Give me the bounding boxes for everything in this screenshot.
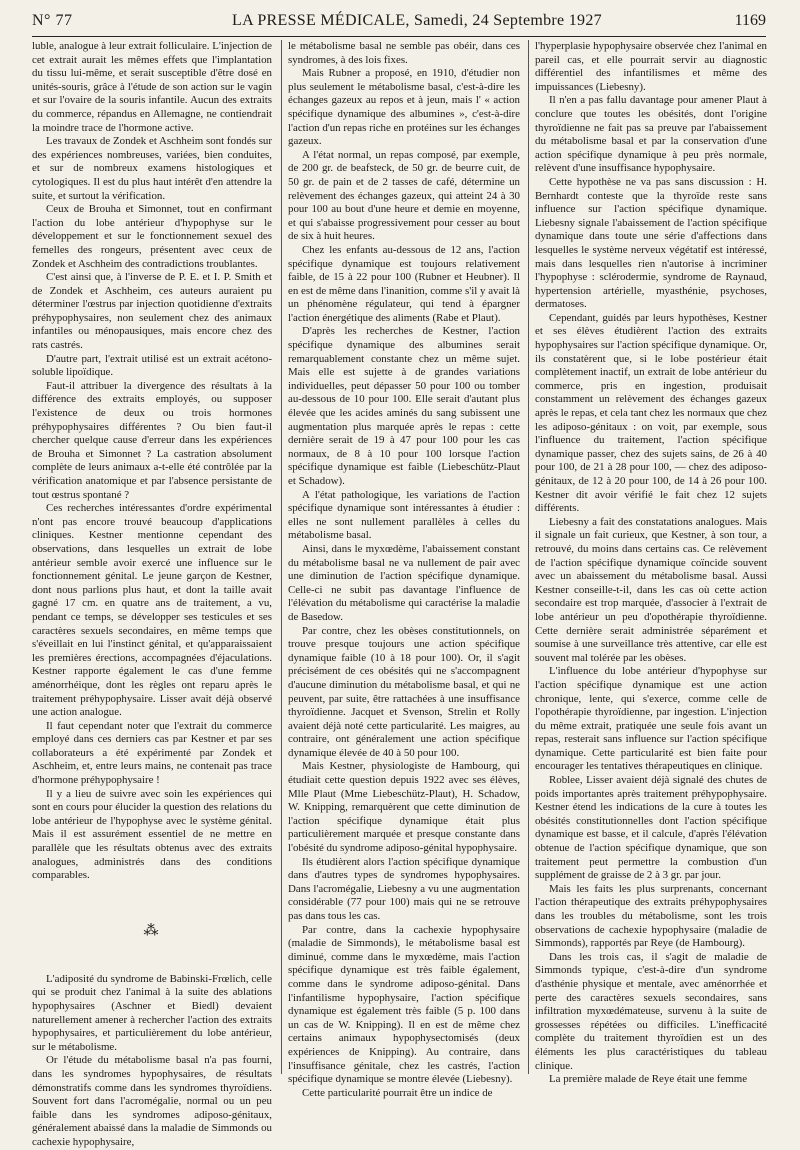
column-divider xyxy=(281,40,282,1074)
paragraph: Chez les enfants au-dessous de 12 ans, l'action spécifique dynamique est toujours relativement faible, de 15 à 22 pour 100 (Rubner et Heubner). Il en est de même dans l'inanition, comme s'il y avait là un phénomène régulateur, qui tend à épargner l'action énergétique des aliments (Rabe et Plaut). xyxy=(288,243,520,324)
section-ornament: ⁂ xyxy=(143,922,161,939)
paragraph: Faut-il attribuer la divergence des résultats à la différence des extraits employés, ou supposer l'existence de deux ou trois hormones préhypophysaires différentes ? Ou bien faut-il chercher quelque cause d'erreur dans les expériences de Brouha et Simonnet ? La castration absolument complète de leurs animaux a-t-elle été contrôlée par la vérification anatomique et par l'absence persistante de tout œstrus spontané ? xyxy=(32,379,272,501)
paragraph: Cette hypothèse ne va pas sans discussion : H. Bernhardt conteste que la thyroïde reste sans influence sur l'action spécifique dynamique. Liebesny signale l'abaissement de l'action spécifique dynamique dans toute une série d'affections dans lesquelles le système nerveux végétatif est intéressé, mais dans lesquelles rien n'autorise à incriminer l'hypophyse : sclérodermie, syndrome de Raynaud, hypertension artérielle, myasthénie, psychoses, dermatoses. xyxy=(535,175,767,311)
issue-number: N° 77 xyxy=(32,12,73,29)
paragraph: Cette particularité pourrait être un indice de xyxy=(302,1086,493,1099)
page-number: 1169 xyxy=(734,12,766,29)
paragraph: Il y a lieu de suivre avec soin les expériences qui sont en cours pour élucider la question des relations du lobe antérieur de l'hypophyse avec le système génital. Mais il est assurément essentiel de ne mettre en parallèle que les résultats obtenus avec des extraits analogues, administrés dans des conditions comparables. xyxy=(32,787,272,882)
paragraph: Il n'en a pas fallu davantage pour amener Plaut à conclure que toutes les obésités, dont l'origine thyroïdienne ne fait pas sa preuve par l'abaissement du métabolisme basal et par la conservation d'une action spécifique dynamique à peu près normale, relèvent d'une insuffisance hypophysaire. xyxy=(535,94,767,175)
paragraph: Ces recherches intéressantes d'ordre expérimental n'ont pas encore trouvé beaucoup d'applications cliniques. Kestner mentionne cependant des observations, dans lesquelles un extrait de lobe antérieur semble avoir exercé une influence sur le fonctionnement génital. Le jeune garçon de Kestner, dont nous parlions plus haut, et dont la taille avait gagné 17 cm. en quatre ans de traitement, a vu, pendant ce temps, se développer ses testicules et ses caractères sexuels secondaires, en même temps que s'éveillait en lui l'instinct génital, et qu'apparaissaient les premières érections, accompagnées d'éjaculations. Kestner rapporte également le cas d'une femme aménorrhéique, dont les règles ont reparu après le traitement préhypophysaire. Lisser avait déjà observé une action analogue. xyxy=(32,502,272,719)
column-divider xyxy=(528,40,529,1074)
paragraph: Mais Rubner a proposé, en 1910, d'étudier non plus seulement le métabolisme basal, c'est-à-dire les échanges gazeux au repos et à jeun, mais l' « action spécifique dynamique des albumines », c'est-à-dire l'action d'un repas riche en protéines sur les échanges gazeux. xyxy=(288,67,520,148)
paragraph: D'autre part, l'extrait utilisé est un extrait acétono-soluble lipoïdique. xyxy=(32,352,272,379)
column-3 xyxy=(535,40,767,1086)
paragraph: C'est ainsi que, à l'inverse de P. E. et I. P. Smith et de Zondek et Aschheim, ces auteurs auraient pu déterminer l'œstrus par injection quotidienne d'extraits préhypophysaires, non seulement chez des animaux infantiles ou ménopausiques, mais encore chez des rats castrés. xyxy=(32,271,272,352)
paragraph: Par contre, chez les obèses constitutionnels, on trouve presque toujours une action spécifique dynamique faible (10 à 18 pour 100). Or, il s'agit précisément de ces obésités qui ne s'accompagnent d'aucune diminution du métabolisme basal, et qui ne peuvent, par suite, être rattachées à une insuffisance thyroïdienne. Jacquet et Svenson, Strelin et Rolly avaient déjà noté cette particularité. Les maigres, au contraire, ont généralement une action spécifique dynamique élevée de 40 à 50 pour 100. xyxy=(288,624,520,759)
paragraph: Liebesny a fait des constatations analogues. Mais il signale un fait curieux, que Kestner, à son tour, a retrouvé, du moins dans certains cas. Ce relèvement de l'action spécifique dynamique coïncide souvent avec un abaissement du métabolisme basal. Aussi Kestner conseille-t-il, dans les cas où cette action secondaire est trop marquée, d'associer à l'extrait de lobe antérieur un peu d'opothérapie thyroïdienne. Cette dernière serait administrée séparément et soumise à une surveillance très attentive, car elle est souvent mal tolérée par les obèses. xyxy=(535,515,767,664)
paragraph: Roblee, Lisser avaient déjà signalé des chutes de poids importantes après traitement préhypophysaire. Kestner étend les indications de la cure à toutes les obésités constitutionnelles dont l'action spécifique dynamique est basse, et il calcule, d'après l'élévation obtenue de l'action spécifique dynamique, que son traitement peut permettre la combustion d'un supplément de graisse de 2 à 3 gr. par jour. xyxy=(535,774,767,882)
paragraph: Il faut cependant noter que l'extrait du commerce employé dans ces derniers cas par Kestner et par ses collaborateurs a été expérimenté par Zondek et Aschheim, et, entre leurs mains, ne contenait pas trace d'hormone préhypophysaire ! xyxy=(32,719,272,787)
column-1 xyxy=(32,40,272,1148)
paragraph: A l'état pathologique, les variations de l'action spécifique dynamique sont intéressantes à étudier : elles ne sont nullement parallèles à celles du métabolisme basal. xyxy=(288,488,520,542)
header-rule xyxy=(32,36,766,37)
column-2 xyxy=(288,40,520,1099)
paragraph: luble, analogue à leur extrait folliculaire. L'injection de cet extrait aurait les mêmes effets que l'implantation du tissu lui-même, et serait susceptible d'être dosé en unités-souris, grâce à l'étude de son action sur le vagin et sur l'ovaire de la souris infantile. Aucun des extraits du commerce, répandus en Allemagne, ne contiendrait la moindre trace de l'hormone active. xyxy=(32,40,272,134)
paragraph: Mais Kestner, physiologiste de Hambourg, qui étudiait cette question depuis 1922 avec ses élèves, Mlle Plaut (Mme Liebeschütz-Plaut), H. Schadow, W. Knipping, remarquèrent que cette diminution de l'action spécifique dynamique était plus particulièrement marquée et presque constante dans l'obésité du syndrome adiposo-génital hypophysaire. xyxy=(288,760,520,855)
paragraph: l'hyperplasie hypophysaire observée chez l'animal en pareil cas, et elle pourrait servir au diagnostic différentiel des infantilismes et même des impuissances (Liebesny). xyxy=(535,40,767,93)
paragraph: Ainsi, dans le myxœdème, l'abaissement constant du métabolisme basal ne va nullement de pair avec une diminution de l'action spécifique dynamique. Celle-ci ne subit pas davantage l'influence de l'élévation du métabolisme qui caractérise la maladie de Basedow. xyxy=(288,542,520,623)
paragraph: Les travaux de Zondek et Aschheim sont fondés sur des expériences nombreuses, variées, bien conduites, et sur de nombreux examens histologiques et cytologiques. Il est du plus haut intérêt d'en attendre la suite, et surtout la vérification. xyxy=(32,135,272,202)
paragraph: L'influence du lobe antérieur d'hypophyse sur l'action spécifique dynamique est une action chronique, lente, qui s'exerce, comme celle de l'opothérapie thyroïdienne, par ingestion. L'injection du même extrait, pratiquée une seule fois avant un repas, resterait sans influence sur l'action spécifique dynamique. Cette particularité est bien faite pour encourager les tentatives thérapeutiques en clinique. xyxy=(535,665,767,773)
paragraph: La première malade de Reye était une femme xyxy=(549,1073,748,1086)
paragraph: Mais les faits les plus surprenants, concernant l'action thérapeutique des extraits préhypophysaires dans les troubles du métabolisme, sont les trois observations de cachexie hypophysaire (maladie de Simmonds), rapportés par Reye (de Hambourg). xyxy=(535,882,767,950)
paragraph: Ceux de Brouha et Simonnet, tout en confirmant l'action du lobe antérieur d'hypophyse sur le développement et sur le fonctionnement sexuel des femelles des rongeurs, présentent avec ceux de Zondek et Aschheim des contradictions troublantes. xyxy=(32,203,272,270)
paragraph: Dans les trois cas, il s'agit de maladie de Simmonds typique, c'est-à-dire d'un syndrome d'asthénie physique et mentale, avec aménorrhée et perte des caractères sexuels secondaires, sans infiltration myxœdémateuse, survenu à la suite de grossesses répétées ou difficiles. L'inefficacité complète du traitement thyroïdien est un des éléments les plus caractéristiques du tableau clinique. xyxy=(535,950,767,1072)
paragraph: L'adiposité du syndrome de Babinski-Frœlich, celle qui se produit chez l'animal à la suite des ablations hypophysaires (Aschner et Biedl) devaient naturellement amener à rechercher l'action des extraits hypophysaires, et particulièrement du lobe antérieur, sur le métabolisme. xyxy=(32,972,272,1053)
page-header xyxy=(32,12,766,38)
paragraph: le métabolisme basal ne semble pas obéir, dans ces syndromes, à des lois fixes. xyxy=(288,40,520,66)
paragraph: Ils étudièrent alors l'action spécifique dynamique dans d'autres types de syndromes hypophysaires. Dans l'acromégalie, Liebesny a vu une augmentation considérable (77 pour 100) mais qui ne se retrouve pas dans tous les cas. xyxy=(288,855,520,922)
paragraph: D'après les recherches de Kestner, l'action spécifique dynamique des albumines serait remarquablement constante chez un même sujet. Mais elle est sujette à de grandes variations individuelles, peut dépasser 50 pour 100 ou tomber au-dessous de 10 pour 100. Elle serait d'autant plus élevée que les acides aminés du sang subissent une augmentation plus marquée après le repas : cette dernière serait de 19 à 47 pour 100 pour les cas normaux, de 8 à 10 pour 100 lorsque l'action spécifique dynamique est faible (Liebeschütz-Plaut et Schadow). xyxy=(288,325,520,487)
paragraph: Or l'étude du métabolisme basal n'a pas fourni, dans les syndromes hypophysaires, de résultats démonstratifs comme dans les syndromes thyroïdiens. Souvent fort dans l'acromégalie, normal ou un peu faible dans les syndromes adiposo-génitaux, généralement abaissé dans la maladie de Simmonds ou cachexie hypophysaire, xyxy=(32,1054,272,1148)
paragraph: A l'état normal, un repas composé, par exemple, de 200 gr. de beafsteck, de 50 gr. de beurre cuit, de 50 gr. de pain et de 2 tasses de café, détermine un relèvement des échanges gazeux, qui atteint 24 à 30 pour 100 au bout d'une heure et demie en moyenne, et qui s'abaisse progressivement pour cesser au bout de six à huit heures. xyxy=(288,148,520,243)
paragraph: Cependant, guidés par leurs hypothèses, Kestner et ses élèves étudièrent l'action des extraits hypophysaires sur l'action spécifique dynamique. Or, ils constatèrent que, si le lobe postérieur était complètement inactif, un extrait de lobe antérieur du commerce, pris en ingestion, produisait constamment un relèvement des échanges gazeux après le repas, et cela tant chez les normaux que chez les adiposo-génitaux : on voit, par exemple, sous l'influence du traitement, l'action spécifique dynamique passer, chez des sujets sains, de 26 à 40 pour 100, de 21 à 28 pour 100, — chez des adiposo-génitaux, de 12 à 20 pour 100, de 14 à 26 pour 100. Kestner dit avoir vérifié le fait chez 12 sujets différents. xyxy=(535,311,767,515)
paragraph: Par contre, dans la cachexie hypophysaire (maladie de Simmonds), le métabolisme basal est diminué, comme dans le myxœdème, mais l'action spécifique dynamique est très faible également, comme dans le syndrome adiposo-génital. Dans l'infantilisme hypophysaire, l'action spécifique dynamique est également très faible (5 p. 100 dans un cas de W. Knipping). Il en est de même chez certains animaux hypophysectomisés (deux expériences de Knipping). Au contraire, dans l'insuffisance génitale, chez les castrés, l'action spécifique dynamique se montre élevée (Liebesny). xyxy=(288,923,520,1086)
journal-title-date: LA PRESSE MÉDICALE, Samedi, 24 Septembre 1927 xyxy=(232,12,602,29)
